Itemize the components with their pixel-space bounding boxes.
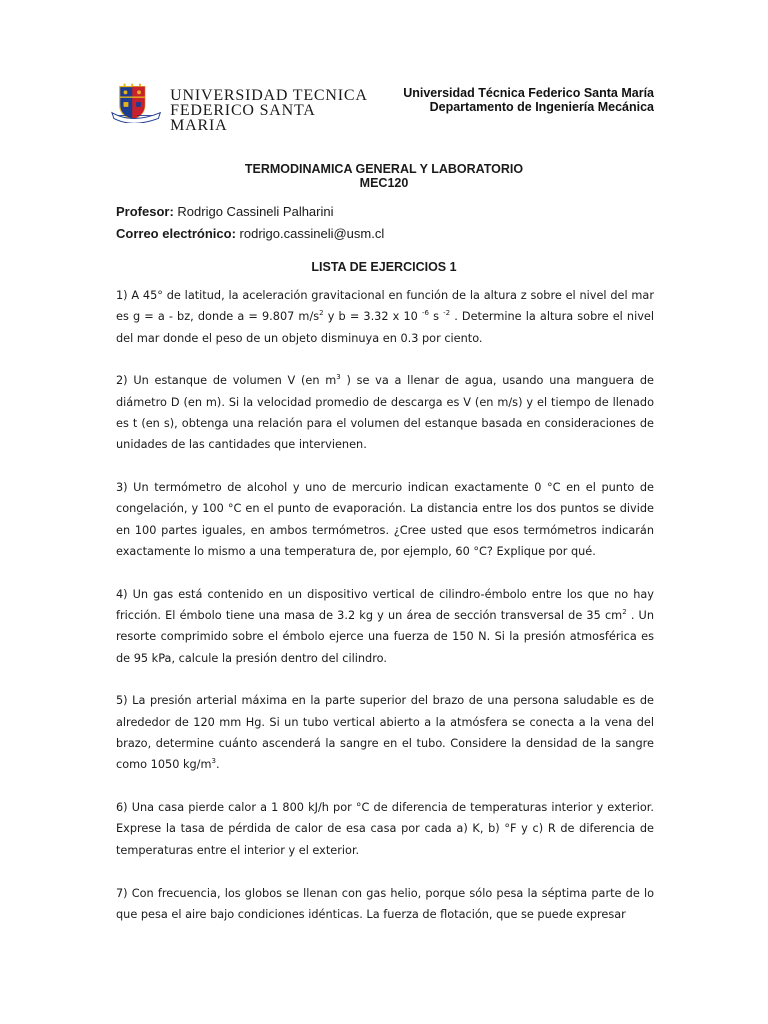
university-logo xyxy=(110,83,370,134)
university-name xyxy=(170,83,370,133)
exercise-2: 2) Un estanque de volumen V (en $m^3$ ) se va a llenar de agua, usando una manguera de diámetro D (en m). Si la velocidad promedio de descarga es V (en m/s) y el tiempo de llenado es t (en s), obtenga una relación para el volumen del estanque basada en consideraciones de unidades de las cantidades que intervienen. xyxy=(116,373,654,452)
course-title: TERMODINAMICA GENERAL Y LABORATORIO xyxy=(244,162,524,176)
email-label: Correo electrónico: xyxy=(116,226,236,241)
exercise-3: 3) Un termómetro de alcohol y uno de mercurio indican exactamente 0 °C en el punto de congelación, y 100 °C en el punto de evaporación. La distancia entre los dos puntos se divide en 100 partes iguales, en ambos termómetros. ¿Cree usted que esos termómetros indicarán exactamente lo mismo a una temperatura de, por ejemplo, 60 °C? Explique por qué. xyxy=(116,481,654,558)
exercise-1: 1) A 45° de latitud, la aceleración gravitacional en función de la altura z sobre el nivel del mar es g = a - bz, donde a = 9.807 $m/s^2$ y b = 3.32 x 10 $^{-6}$ s $^{-2}$ . Determine la altura sobre el nivel del mar donde el peso de un objeto disminuya en 0.3 por ciento. xyxy=(116,289,654,345)
course-code: MEC120 xyxy=(359,176,409,190)
exercise-6: 6) Una casa pierde calor a 1 800 kJ/h por °C de diferencia de temperaturas interior y exterior. Exprese la tasa de pérdida de calor de esa casa por cada a) K, b) °F y c) R de diferencia de temperaturas entre el interior y el exterior. xyxy=(116,801,654,857)
exercise-list-title: LISTA DE EJERCICIOS 1 xyxy=(311,260,457,274)
exercise-list xyxy=(116,285,654,947)
department-name: Departamento de Ingeniería Mecánica xyxy=(429,100,654,114)
exercise-7: 7) Con frecuencia, los globos se llenan con gas helio, porque sólo pesa la séptima parte de lo que pesa el aire bajo condiciones idénticas. La fuerza de flotación, que se puede expresar xyxy=(116,886,654,921)
shield-icon xyxy=(110,83,164,123)
exercise-4: 4) Un gas está contenido en un dispositivo vertical de cilindro-émbolo entre los que no hay fricción. El émbolo tiene una masa de 3.2 kg y un área de sección transversal de 35 $cm^2$ . Un resorte comprimido sobre el émbolo ejerce una fuerza de 150 N. Si la presión atmosférica es de 95 kPa, calcule la presión dentro del cilindro. xyxy=(116,587,654,665)
university-name-line2: FEDERICO SANTA MARIA xyxy=(170,102,315,134)
professor-line xyxy=(116,204,334,220)
institution-header xyxy=(403,86,654,114)
email-address: rodrigo.cassineli@usm.cl xyxy=(239,226,385,241)
institution-name: Universidad Técnica Federico Santa María xyxy=(403,86,654,100)
university-name-line1: UNIVERSIDAD TECNICA xyxy=(170,87,368,104)
professor-label: Profesor: xyxy=(116,204,174,219)
exercise-5: 5) La presión arterial máxima en la parte superior del brazo de una persona saludable es de alrededor de 120 mm Hg. Si un tubo vertical abierto a la atmósfera se conecta a la vena del brazo, determine cuánto ascenderá la sangre en el tubo. Considere la densidad de la sangre como 1050 $kg/m^3$. xyxy=(116,694,654,772)
course-title-block xyxy=(0,162,768,190)
email-line xyxy=(116,226,384,242)
professor-name: Rodrigo Cassineli Palharini xyxy=(177,204,334,219)
